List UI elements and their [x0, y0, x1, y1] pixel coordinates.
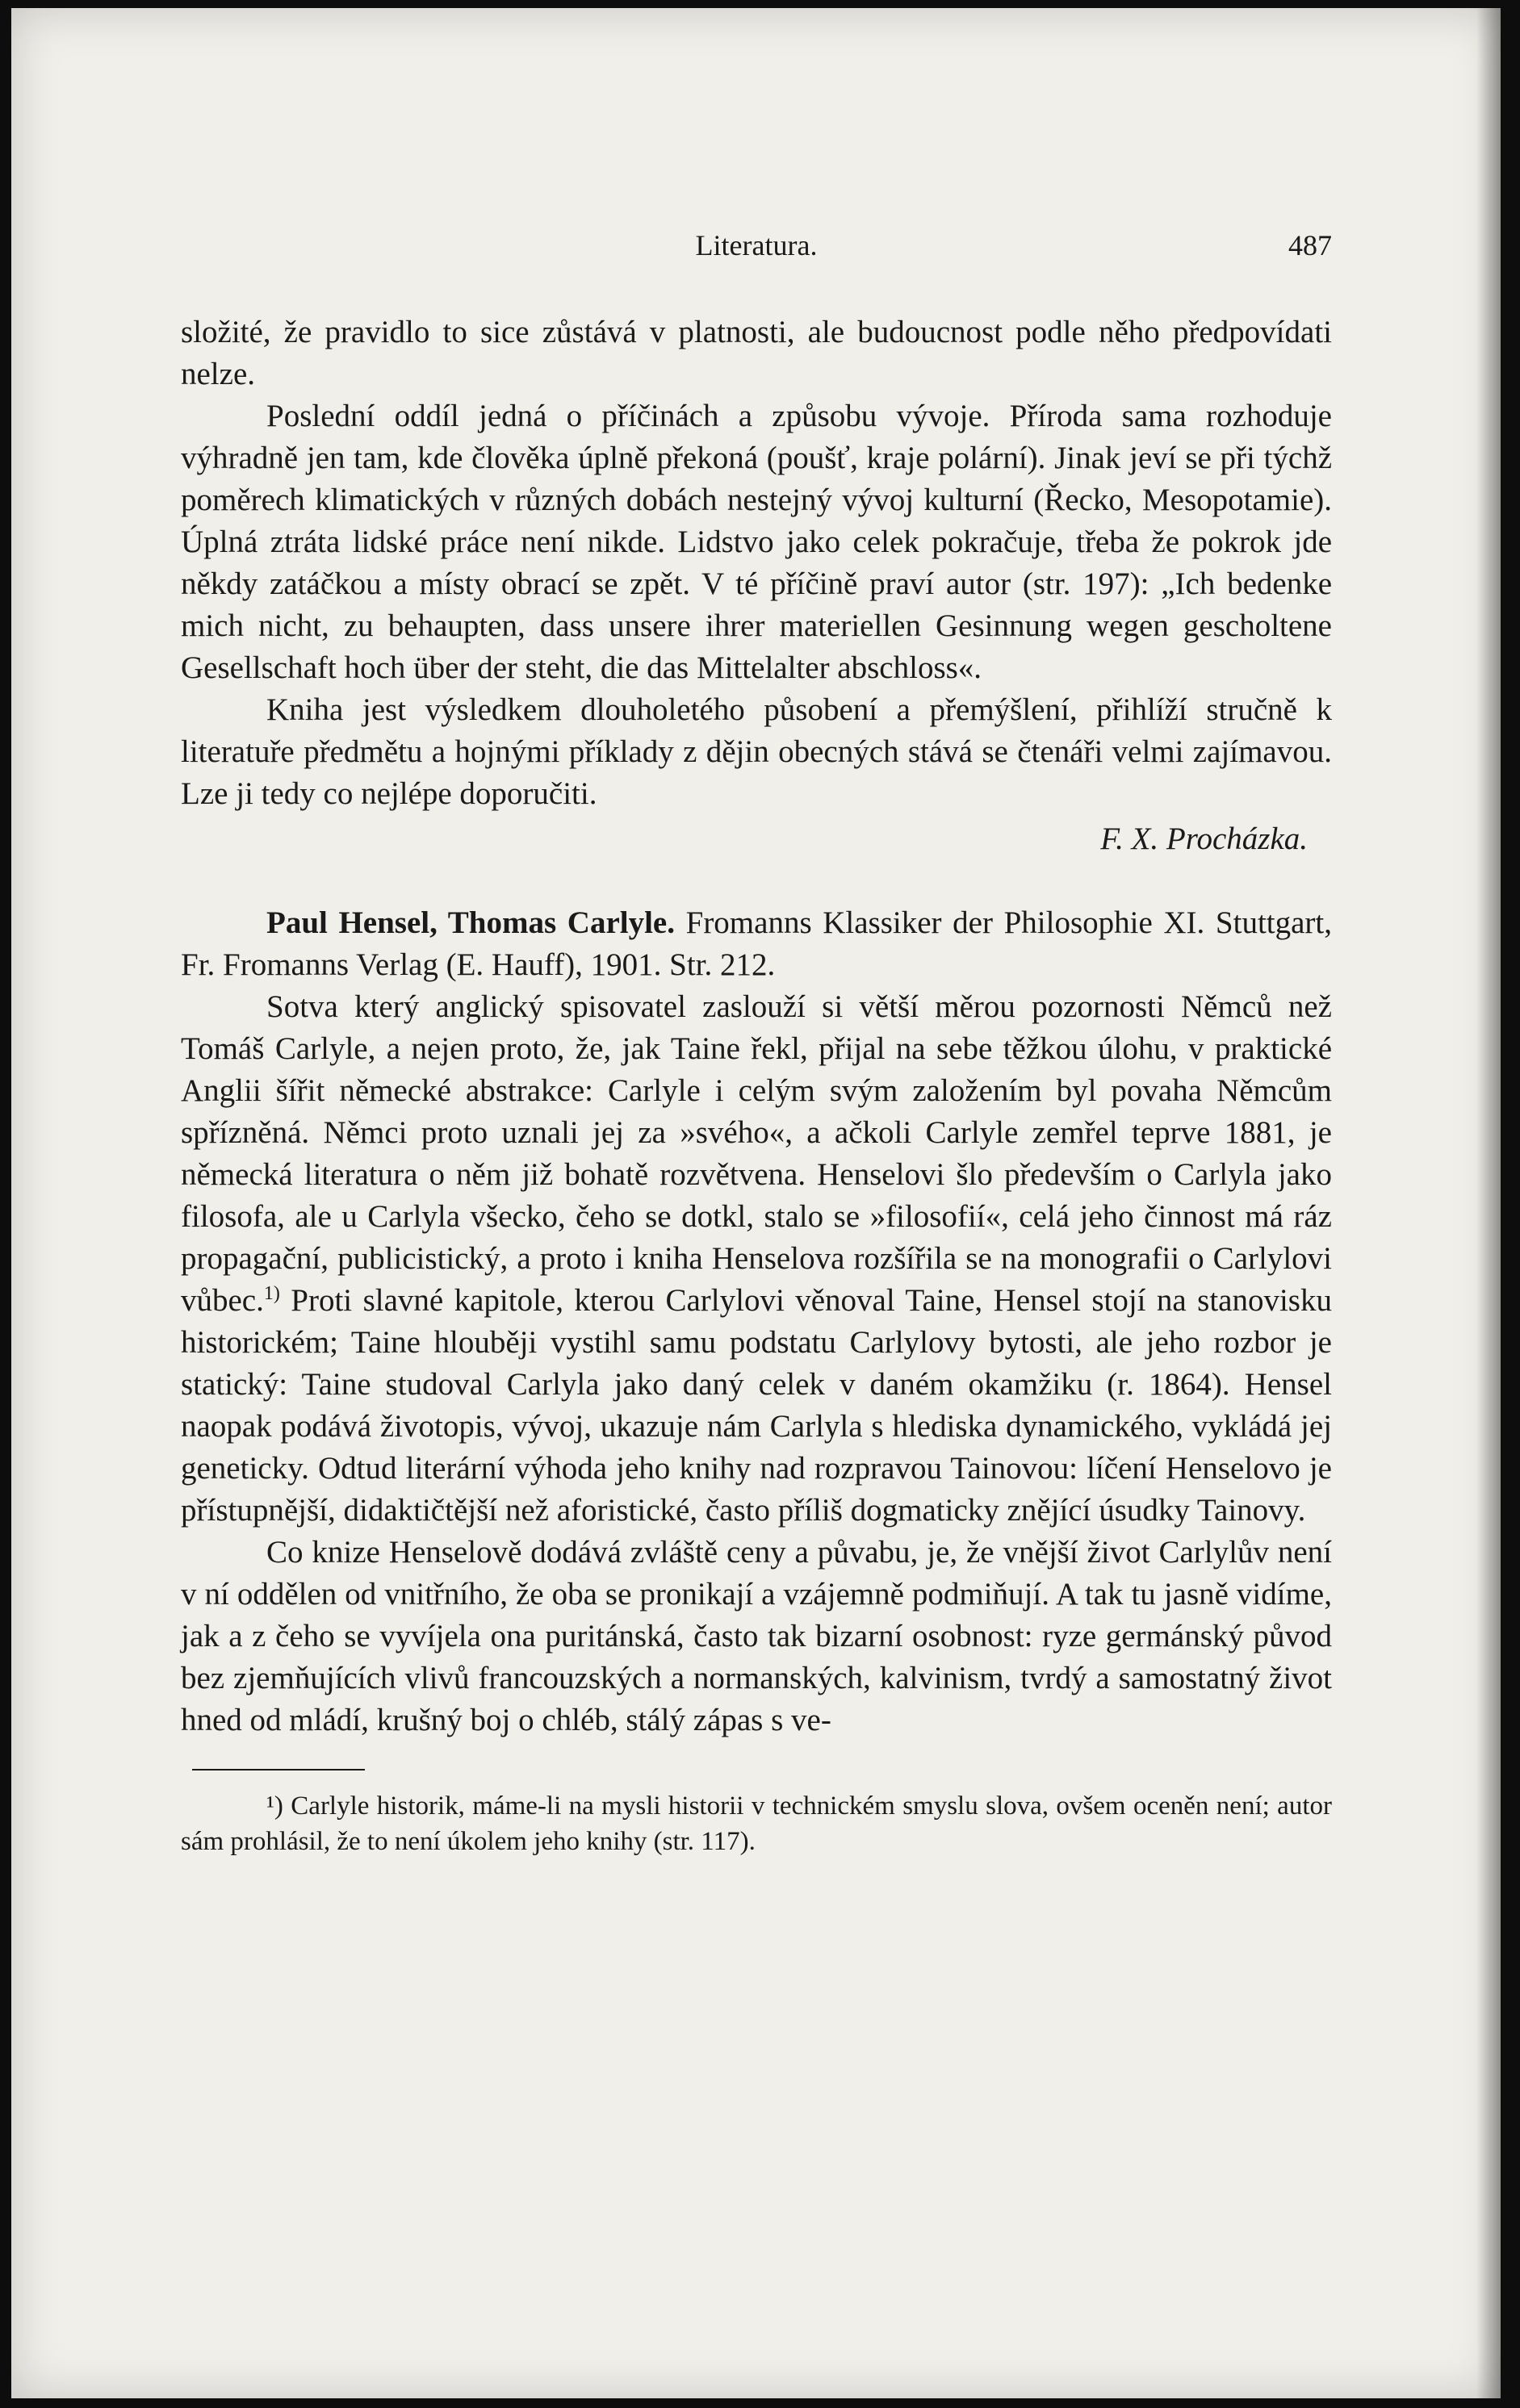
review-bibliography: Fromanns Klassiker der Philosophie XI. Stuttgart, Fr. Fromanns Verlag (E. Hauff), 1901. Str. 212.	[181, 905, 1333, 982]
review-heading	[181, 902, 1332, 986]
section-gap	[181, 860, 1332, 902]
footnote	[181, 1788, 1332, 1859]
review-signature: F. X. Procházka.	[1100, 821, 1308, 856]
header-title: Literatura.	[695, 229, 818, 261]
paragraph-5-part-2: Proti slavné kapitole, kterou Carlylovi věnoval Taine, Hensel stojí na stanovisku historickém; Taine hlouběji vystihl samu podstatu Carlylovy bytosti, ale jeho rozbor je statický: Taine studoval Carlyla jako daný celek v daném okamžiku (r. 1864). Hensel naopak podává životopis, vývoj, ukazuje nám Carlyla s hlediska dynamického, vykládá jej geneticky. Odtud literární výhoda jeho knihy nad rozpravou Tainovou: líčení Henselovo je přístupnější, didaktičtější než aforistické, často příliš dogmaticky znějící úsudky Tainovy.	[181, 1283, 1332, 1528]
paragraph-1: složité, že pravidlo to sice zůstává v platnosti, ale budoucnost podle něho předpovídati nelze.	[181, 315, 1332, 391]
footnote-reference: 1)	[263, 1283, 280, 1304]
paragraph-2: Poslední oddíl jedná o příčinách a způsobu vývoje. Příroda sama rozhoduje výhradně jen tam, kde člověka úplně překoná (poušť, kraje polární). Jinak jeví se při týchž poměrech klimatických v různých dobách nestejný vývoj kulturní (Řecko, Mesopotamie). Úplná ztráta lidské práce není nikde. Lidstvo jako celek pokračuje, třeba že pokrok jde někdy zatáčkou a místy obrací se zpět. V té příčině praví autor (str. 197): „Ich bedenke mich nicht, zu behaupten, dass unsere ihrer materiellen Gesinnung wegen gescholtene Gesellschaft hoch über der steht, die das Mittelalter abschloss«.	[181, 399, 1332, 685]
footnote-divider	[192, 1769, 365, 1770]
running-header	[181, 224, 1332, 270]
paragraph-5	[181, 986, 1332, 1532]
review-author: Paul Hensel, Thomas Carlyle.	[266, 905, 675, 940]
scanned-page	[11, 8, 1501, 2398]
paragraph-3: Kniha jest výsledkem dlouholetého působení a přemýšlení, přihlíží stručně k literatuře předmětu a hojnými příklady z dějin obecných stává se čtenáři velmi zajímavou. Lze ji tedy co nejlépe doporučiti.	[181, 692, 1332, 811]
page-number: 487	[1288, 229, 1332, 261]
page-content	[181, 224, 1332, 1859]
paragraph-6: Co knize Henselově dodává zvláště ceny a půvabu, je, že vnější život Carlylův není v ní oddělen od vnitřního, že oba se pronikají a vzájemně podmiňují. A tak tu jasně vidíme, jak a z čeho se vyvíjela ona puritánská, často tak bizarní osobnost: ryze germánský původ bez zjemňujících vlivů francouzských a normanských, kalvinism, tvrdý a samostatný život hned od mládí, krušný boj o chléb, stálý zápas s ve-	[181, 1535, 1332, 1737]
footnote-mark: ¹)	[266, 1791, 283, 1821]
footnote-text: Carlyle historik, máme-li na mysli historii v technickém smyslu slova, ovšem oceněn není; autor sám prohlásil, že to není úkolem jeho knihy (str. 117).	[181, 1791, 1332, 1856]
paragraph-5-part-1: Sotva který anglický spisovatel zaslouží si větší měrou pozornosti Němců než Tomáš Carlyle, a nejen proto, že, jak Taine řekl, přijal na sebe těžkou úlohu, v praktické Anglii šířit německé abstrakce: Carlyle i celým svým založením byl povaha Němcům spřízněná. Němci proto uznali jej za »svého«, a ačkoli Carlyle zemřel teprve 1881, je německá literatura o něm již bohatě rozvětvena. Henselovi šlo především o Carlyla jako filosofa, ale u Carlyla všecko, čeho se dotkl, stalo se »filosofií«, celá jeho činnost má ráz propagační, publicistický, a proto i kniha Henselova rozšířila se na monografii o Carlylovi vůbec.	[181, 989, 1332, 1318]
